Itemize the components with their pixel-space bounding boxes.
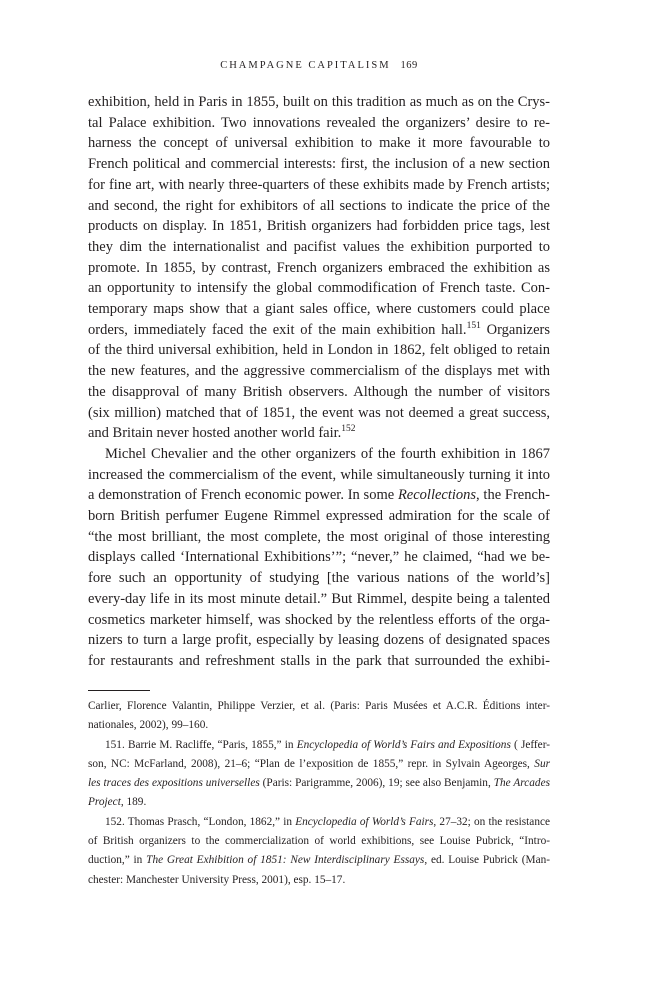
body-line: for restaurants and refreshment stalls in the park that surrounded the exhibi-: [88, 652, 550, 669]
body-line: displays called ‘International Exhibitions’”; “never,” he claimed, “had we be-: [88, 549, 550, 566]
italic-title: Encyclopedia of World’s Fairs and Expositions: [296, 738, 511, 751]
body-line: products on display. In 1851, British organizers had forbidden price tags, lest: [88, 218, 550, 235]
page-number: 169: [400, 60, 418, 71]
footnote-152-line: [88, 813, 550, 832]
body-line: harness the concept of universal exhibition to make it more favourable to: [88, 135, 550, 152]
footnote-divider: [88, 690, 150, 691]
body-line: [88, 320, 550, 341]
footnote-text-run: , ed. Louise Pubrick (Man-: [424, 854, 551, 867]
footnote-text-run: (Paris: Parigramme, 2006), 19; see also Benjamin,: [259, 777, 494, 790]
footnote-text-run: son, NC: McFarland, 2008), 21–6; “Plan de l’exposition de 1855,” repr. in Sylvain Ageorges,: [88, 757, 535, 770]
body-line: exhibition, held in Paris in 1855, built on this tradition as much as on the Crys-: [88, 94, 550, 110]
footnote-line: [88, 774, 550, 793]
footnote-text-run: ( Jeffer-: [510, 738, 550, 751]
footnote-text-run: duction,” in: [88, 854, 147, 867]
italic-title: Project: [88, 796, 121, 809]
body-line: the new features, and the aggressive commercialism of the displays met with: [88, 363, 550, 380]
body-line: temporary maps show that a giant sales office, where customers could place: [88, 301, 550, 318]
body-line: fore such an opportunity of studying [the various nations of the world’s]: [88, 570, 550, 587]
footnote-text-run: , 189.: [120, 796, 147, 809]
footnote-line: [88, 755, 550, 774]
italic-title: Recollections: [397, 487, 477, 504]
body-line: French political and commercial interests: first, the inclusion of a new section: [88, 156, 550, 173]
footnote-line: nationales, 2002), 99–160.: [88, 719, 209, 732]
main-text: [88, 92, 550, 672]
body-text-run: a demonstration of French economic power. In some: [88, 487, 398, 504]
body-line: nizers to turn a large profit, especially by leasing dozens of designated spaces: [88, 632, 550, 649]
italic-title: The Great Exhibition of 1851: New Interdisciplinary Essays: [146, 854, 425, 867]
footnote-ref-152: 152: [341, 424, 356, 435]
footnote-text-run: 152. Thomas Prasch, “London, 1862,” in: [105, 815, 296, 828]
body-line: for fine art, with nearly three-quarters of these exhibits made by French artists;: [88, 176, 550, 193]
footnote-text-run: , 27–32; on the resistance: [433, 815, 550, 828]
body-line: every-day life in its most minute detail.” But Rimmel, despite being a talented: [88, 590, 550, 607]
body-text-run: orders, immediately faced the exit of the main exhibition hall.: [88, 321, 467, 338]
body-line: increased the commercialism of the event, while simultaneously turning it into: [88, 466, 550, 483]
running-head-title: CHAMPAGNE CAPITALISM: [220, 60, 391, 71]
body-text-run: , the French-: [476, 487, 550, 504]
footnote-line: Carlier, Florence Valantin, Philippe Verzier, et al. (Paris: Paris Musées et A.C.R. Éditions inter-: [88, 700, 550, 712]
footnote-text-run: 151. Barrie M. Racliffe, “Paris, 1855,” in: [105, 738, 297, 751]
body-line: promote. In 1855, by contrast, French organizers embraced the exhibition as: [88, 259, 550, 276]
body-line: “the most brilliant, the most complete, the most original of those interesting: [88, 528, 550, 545]
italic-title: The Arcades: [493, 777, 550, 790]
body-line: cosmetics marketer himself, was shocked by the relentless efforts of the orga-: [88, 611, 550, 628]
body-line: Michel Chevalier and the other organizers of the fourth exhibition in 1867: [105, 445, 550, 462]
body-line: they dim the internationalist and pacifist values the exhibition purported to: [88, 238, 550, 255]
footnote-line: [88, 793, 550, 812]
footnote-line: of British organizers to the commercialization of world exhibitions, see Louise Pubrick, “Intro-: [88, 835, 550, 848]
footnotes: [88, 697, 550, 890]
italic-title: les traces des expositions universelles: [88, 777, 260, 790]
footnote-line: [88, 851, 550, 870]
footnote-151-line: [88, 736, 550, 755]
body-text-run: Organizers: [480, 321, 550, 338]
footnote-line: chester: Manchester University Press, 2001), esp. 15–17.: [88, 873, 346, 886]
footnote-ref-151: 151: [466, 320, 481, 331]
running-head: [88, 60, 550, 71]
italic-title: Encyclopedia of World’s Fairs: [295, 815, 434, 828]
body-line: and second, the right for exhibitors of all sections to indicate the price of the: [88, 197, 550, 214]
body-line: born British perfumer Eugene Rimmel expressed admiration for the scale of: [88, 508, 550, 525]
italic-title: Sur: [534, 757, 550, 770]
body-line: an opportunity to intensify the global commodification of French taste. Con-: [88, 280, 550, 297]
body-line: (six million) matched that of 1851, the event was not deemed a great success,: [88, 404, 550, 421]
body-text-run: and Britain never hosted another world fair.: [88, 425, 342, 442]
body-line: the disapproval of many British observers. Although the number of visitors: [88, 383, 550, 400]
body-line: [88, 423, 550, 444]
body-line: tal Palace exhibition. Two innovations revealed the organizers’ desire to re-: [88, 114, 550, 131]
body-line: [88, 485, 550, 506]
body-line: of the third universal exhibition, held in London in 1862, felt obliged to retain: [88, 342, 550, 359]
